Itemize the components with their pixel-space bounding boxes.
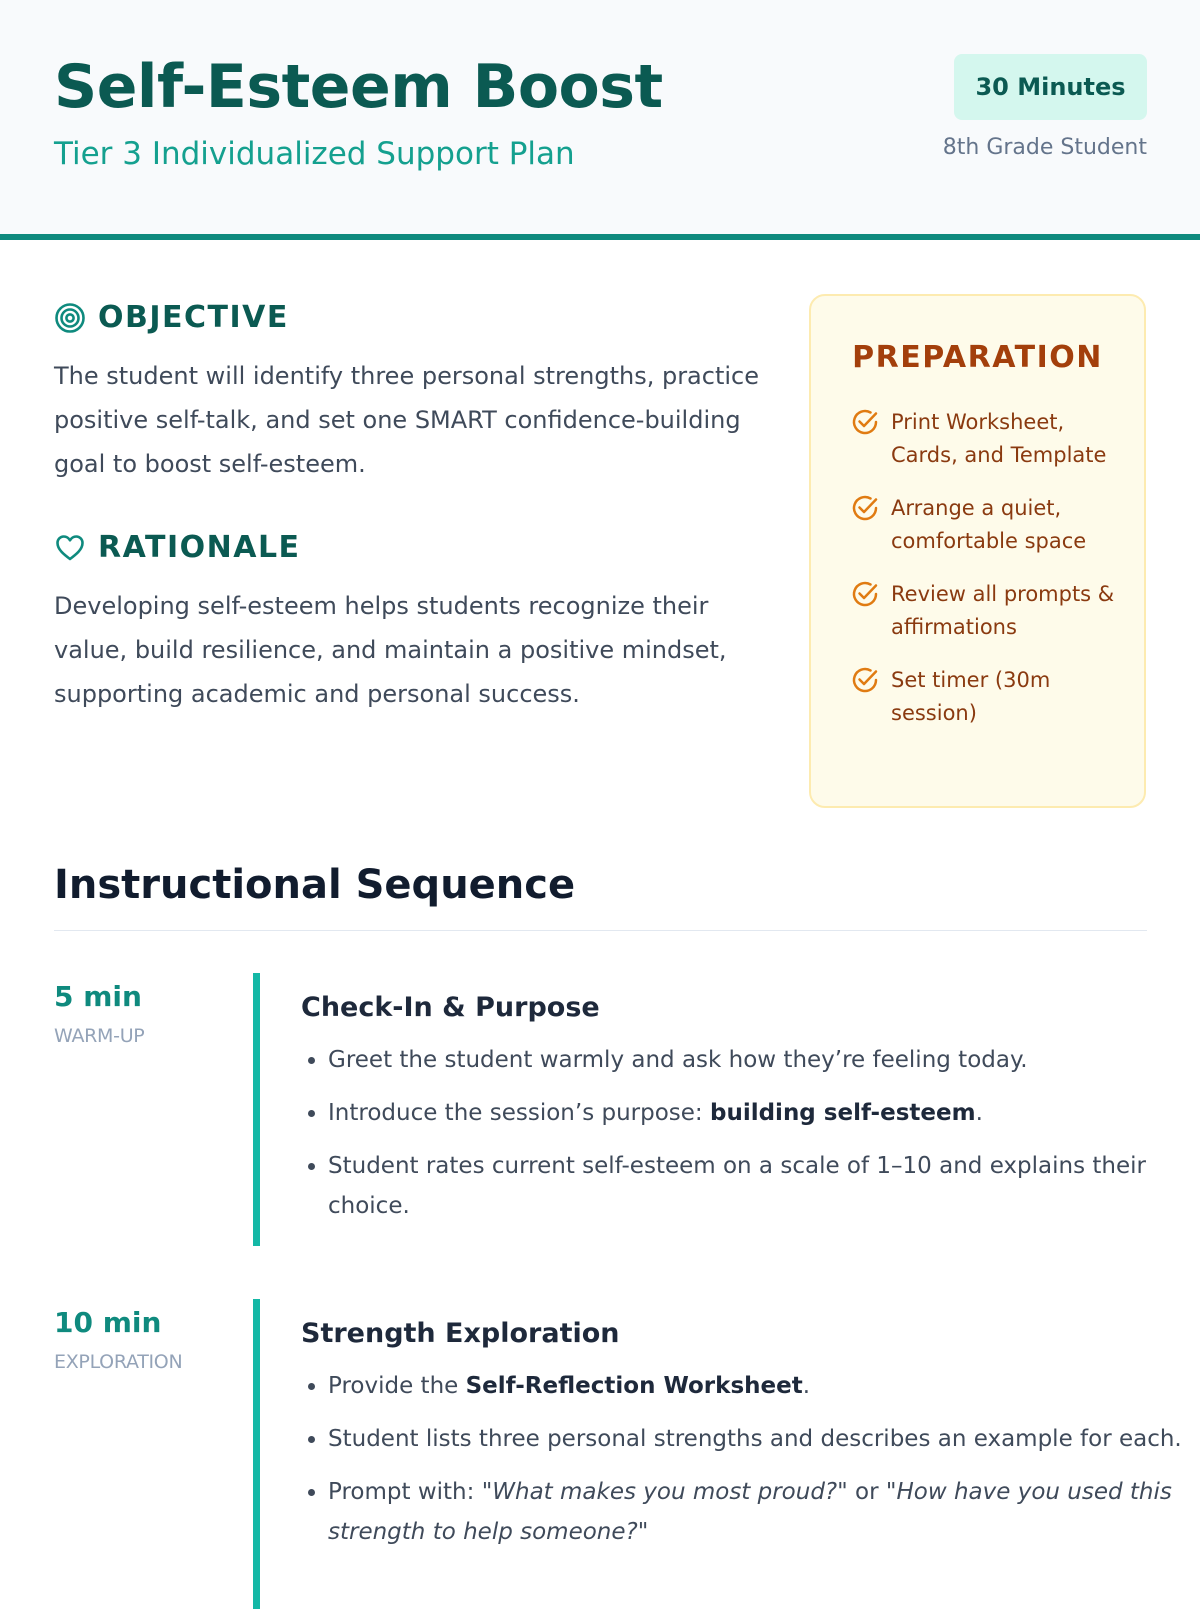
preparation-card <box>809 294 1146 808</box>
step-bullets <box>301 1040 1188 1239</box>
heart-icon <box>54 532 86 564</box>
bullet-text: Prompt with: <box>328 1479 482 1505</box>
step-bullet <box>328 1419 1188 1459</box>
preparation-item-text: Arrange a quiet, comfortable space <box>891 496 1087 553</box>
bullet-text: Provide the <box>328 1373 466 1399</box>
check-circle-icon <box>851 494 879 522</box>
bullet-emphasis: building self-esteem <box>709 1100 976 1126</box>
objective-label: OBJECTIVE <box>98 300 289 335</box>
check-circle-icon <box>851 408 879 436</box>
sequence-title: Instructional Sequence <box>54 862 576 908</box>
target-icon <box>54 302 86 334</box>
step-bullet <box>328 1366 1188 1406</box>
rationale-heading <box>54 530 301 565</box>
page-title: Self-Esteem Boost <box>54 52 663 122</box>
step-time: 10 min <box>54 1306 162 1339</box>
duration-badge: 30 Minutes <box>954 54 1147 120</box>
rationale-text: Developing self-esteem helps students recognize their value, build resilience, and maintain a positive mindset, supporting academic and personal success. <box>54 592 727 708</box>
preparation-item-text: Print Worksheet, Cards, and Template <box>891 410 1107 467</box>
step-time: 5 min <box>54 980 142 1013</box>
preparation-item <box>851 492 1121 558</box>
step-phase: WARM-UP <box>54 1025 145 1047</box>
bullet-text: . <box>975 1100 983 1126</box>
page-header <box>0 0 1200 240</box>
grade-label: 8th Grade Student <box>942 135 1147 160</box>
step-bullet <box>328 1146 1188 1226</box>
step-title: Check-In & Purpose <box>301 992 600 1023</box>
objective-text: The student will identify three personal strengths, practice positive self-talk, and set one SMART confidence-building goal to boost self-esteem. <box>54 362 759 478</box>
preparation-item <box>851 406 1121 472</box>
step-accent-bar <box>253 973 260 1246</box>
bullet-emphasis: Self-Reflection Worksheet <box>465 1373 803 1399</box>
step-bullets <box>301 1366 1188 1565</box>
preparation-item-text: Review all prompts & affirmations <box>891 582 1115 639</box>
bullet-text: or <box>847 1479 886 1505</box>
preparation-item <box>851 578 1121 644</box>
step-bullet <box>328 1040 1188 1080</box>
bullet-quote: "How have you used this strength to help someone?" <box>328 1479 1172 1545</box>
step-title: Strength Exploration <box>301 1318 620 1349</box>
preparation-title: PREPARATION <box>852 340 1103 375</box>
bullet-text: Introduce the session’s purpose: <box>328 1100 710 1126</box>
preparation-item-text: Set timer (30m session) <box>891 668 1051 725</box>
step-accent-bar <box>253 1299 260 1609</box>
bullet-text: . <box>802 1373 811 1399</box>
preparation-list <box>851 406 1121 750</box>
bullet-text: Greet the student warmly and ask how they’re feeling today. <box>328 1047 1028 1073</box>
divider <box>54 930 1147 931</box>
bullet-text: Student lists three personal strengths and describes an example for each. <box>328 1426 1182 1452</box>
step-bullet <box>328 1093 1188 1133</box>
bullet-text: Student rates current self-esteem on a scale of 1–10 and explains their choice. <box>328 1153 1146 1219</box>
bullet-quote: "What makes you most proud?" <box>481 1479 848 1505</box>
objective-heading <box>54 300 289 335</box>
rationale-label: RATIONALE <box>98 530 301 565</box>
check-circle-icon <box>851 666 879 694</box>
check-circle-icon <box>851 580 879 608</box>
page-subtitle: Tier 3 Individualized Support Plan <box>54 136 575 172</box>
preparation-item <box>851 664 1121 730</box>
step-phase: EXPLORATION <box>54 1351 183 1373</box>
step-bullet <box>328 1472 1188 1552</box>
